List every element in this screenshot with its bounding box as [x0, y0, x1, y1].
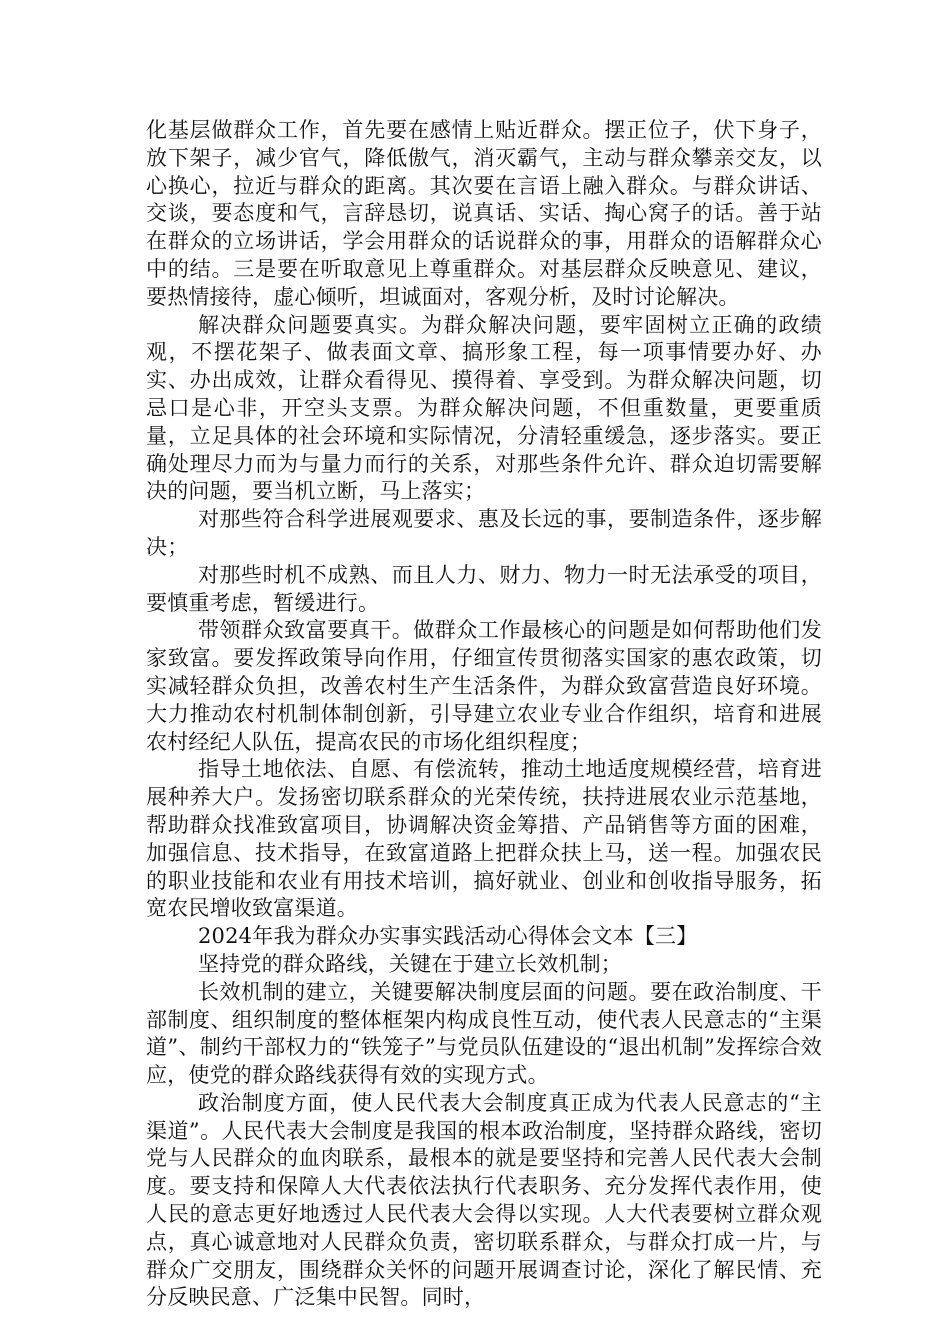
document-page	[146, 117, 822, 1312]
paragraph-8: 坚持党的群众路线，关键在于建立长效机制；	[198, 951, 622, 976]
paragraph-9: 长效机制的建立，关键要解决制度层面的问题。要在政治制度、干部制度、组织制度的整体框架内构成良性互动，使代表人民意志的“主渠道”、制约干部权力的“铁笼子”与党员队伍建设的“退出机制”发挥综合效应，使党的群众路线获得有效的实现方式。	[146, 979, 822, 1088]
paragraph-1: 化基层做群众工作，首先要在感情上贴近群众。摆正位子，伏下身子，放下架子，减少官气，降低傲气，消灭霸气，主动与群众攀亲交友，以心换心，拉近与群众的距离。其次要在言语上融入群众。与群众讲话、交谈，要态度和气，言辞恳切，说真话、实话、掏心窝子的话。善于站在群众的立场讲话，学会用群众的话说群众的事，用群众的语解群众心中的结。三是要在听取意见上尊重群众。对基层群众反映意见、建议，要热情接待，虚心倾听，坦诚面对，客观分析，及时讨论解决。	[146, 118, 822, 309]
paragraph-4: 对那些时机不成熟、而且人力、财力、物力一时无法承受的项目，要慎重考虑，暂缓进行。	[146, 562, 822, 615]
paragraph-5: 带领群众致富要真干。做群众工作最核心的问题是如何帮助他们发家致富。要发挥政策导向作用，仔细宣传贯彻落实国家的惠农政策，切实减轻群众负担，改善农村生产生活条件，为群众致富营造良好环境。大力推动农村机制体制创新，引导建立农业专业合作组织，培育和进展农村经纪人队伍，提高农民的市场化组织程度；	[146, 618, 822, 754]
paragraph-6: 指导土地依法、自愿、有偿流转，推动土地适度规模经营，培育进展种养大户。发扬密切联系群众的光荣传统，扶持进展农业示范基地，帮助群众找准致富项目，协调解决资金筹措、产品销售等方面的困难，加强信息、技术指导，在致富道路上把群众扶上马，送一程。加强农民的职业技能和农业有用技术培训，搞好就业、创业和创收指导服务，拓宽农民增收致富渠道。	[146, 757, 822, 921]
paragraph-10: 政治制度方面，使人民代表大会制度真正成为代表人民意志的“主渠道”。人民代表大会制度是我国的根本政治制度，坚持群众路线，密切党与人民群众的血肉联系，最根本的就是要坚持和完善人民代表大会制度。要支持和保障人大代表依法执行代表职务、充分发挥代表作用，使人民的意志更好地透过人民代表大会得以实现。人大代表要树立群众观点，真心诚意地对人民群众负责，密切联系群众，与群众打成一片，与群众广交朋友，围绕群众关怀的问题开展调查讨论，深化了解民情、充分反映民意、广泛集中民智。同时，	[146, 1090, 822, 1310]
paragraph-2: 解决群众问题要真实。为群众解决问题，要牢固树立正确的政绩观，不摆花架子、做表面文章、搞形象工程，每一项事情要办好、办实、办出成效，让群众看得见、摸得着、享受到。为群众解决问题，切忌口是心非，开空头支票。为群众解决问题，不但重数量，更要重质量，立足具体的社会环境和实际情况，分清轻重缓急，逐步落实。要正确处理尽力而为与量力而行的关系，对那些条件允许、群众迫切需要解决的问题，要当机立断，马上落实；	[146, 312, 822, 504]
paragraph-3: 对那些符合科学进展观要求、惠及长远的事，要制造条件，逐步解决；	[146, 507, 822, 559]
section-heading: 2024年我为群众办实事实践活动心得体会文本【三】	[198, 924, 698, 949]
